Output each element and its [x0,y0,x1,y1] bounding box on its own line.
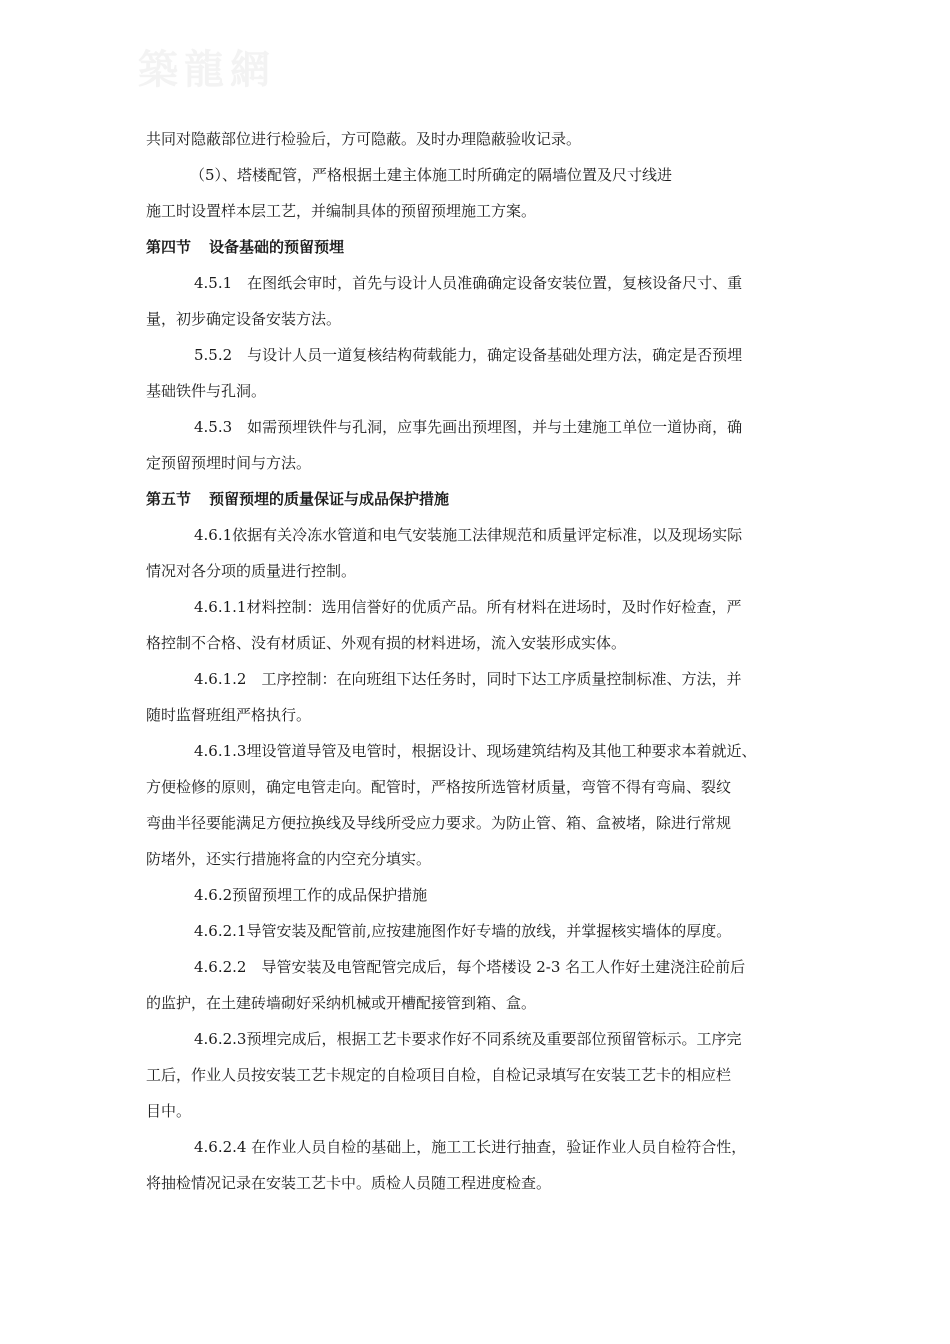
text-line: 5.5.2 与设计人员一道复核结构荷载能力，确定设备基础处理方法，确定是否预埋 [194,346,743,364]
text-line: 4.5.1 在图纸会审时，首先与设计人员准确确定设备安装位置，复核设备尺寸、重 [194,274,743,292]
text-line: 将抽检情况记录在安装工艺卡中。质检人员随工程进度检查。 [146,1174,552,1192]
document-body [146,121,806,1201]
section-number: 第四节 [146,238,192,256]
text-line: 的监护，在土建砖墙砌好采纳机械或开槽配接管到箱、盒。 [146,994,537,1012]
text-line: 4.6.1.3埋设管道导管及电管时，根据设计、现场建筑结构及其他工种要求本着就近、 [194,742,757,760]
section-heading-4 [146,229,806,265]
text-line: 工后，作业人员按安装工艺卡规定的自检项目自检，自检记录填写在安装工艺卡的相应栏 [146,1066,732,1084]
watermark-logo: 築龍網 [138,46,276,93]
text-line: 4.6.2预留预埋工作的成品保护措施 [194,886,428,904]
section-number: 第五节 [146,490,192,508]
text-line: 格控制不合格、没有材质证、外观有损的材料进场，流入安装形成实体。 [146,634,627,652]
text-line: 4.6.2.2 导管安装及电管配管完成后，每个塔楼设 2-3 名工人作好土建浇注砼前后 [194,958,746,976]
section-heading-5 [146,481,806,517]
text-line: 防堵外，还实行措施将盒的内空充分填实。 [146,850,432,868]
section-title: 预留预埋的质量保证与成品保护措施 [209,490,450,508]
text-line: 共同对隐蔽部位进行检验后，方可隐蔽。及时办理隐蔽验收记录。 [146,130,582,148]
text-line: 情况对各分项的质量进行控制。 [146,562,357,580]
text-line: 4.6.2.4 在作业人员自检的基础上，施工工长进行抽查，验证作业人员自检符合性， [194,1138,747,1156]
text-line: 弯曲半径要能满足方便拉换线及导线所受应力要求。为防止管、箱、盒被堵，除进行常规 [146,814,732,832]
section-title: 设备基础的预留预埋 [209,238,345,256]
text-line: 4.6.1.2 工序控制：在向班组下达任务时，同时下达工序质量控制标准、方法，并 [194,670,742,688]
text-line: （5）、塔楼配管，严格根据土建主体施工时所确定的隔墙位置及尺寸线进 [190,166,673,184]
text-line: 4.6.2.3预埋完成后，根据工艺卡要求作好不同系统及重要部位预留管标示。工序完 [194,1030,742,1048]
text-line: 基础铁件与孔洞。 [146,382,267,400]
text-line: 施工时设置样本层工艺，并编制具体的预留预埋施工方案。 [146,202,537,220]
text-line: 4.6.1依据有关冷冻水管道和电气安装施工法律规范和质量评定标准，以及现场实际 [194,526,743,544]
text-line: 方便检修的原则，确定电管走向。配管时，严格按所选管材质量，弯管不得有弯扁、裂纹 [146,778,732,796]
text-line: 定预留预埋时间与方法。 [146,454,312,472]
text-line: 4.5.3 如需预埋铁件与孔洞，应事先画出预埋图，并与土建施工单位一道协商，确 [194,418,743,436]
text-line: 随时监督班组严格执行。 [146,706,312,724]
text-line: 目中。 [146,1102,192,1120]
text-line: 4.6.2.1导管安装及配管前,应按建施图作好专墙的放线，并掌握核实墙体的厚度。 [194,922,732,940]
text-line: 4.6.1.1材料控制：选用信誉好的优质产品。所有材料在进场时，及时作好检查，严 [194,598,742,616]
text-line: 量，初步确定设备安装方法。 [146,310,342,328]
